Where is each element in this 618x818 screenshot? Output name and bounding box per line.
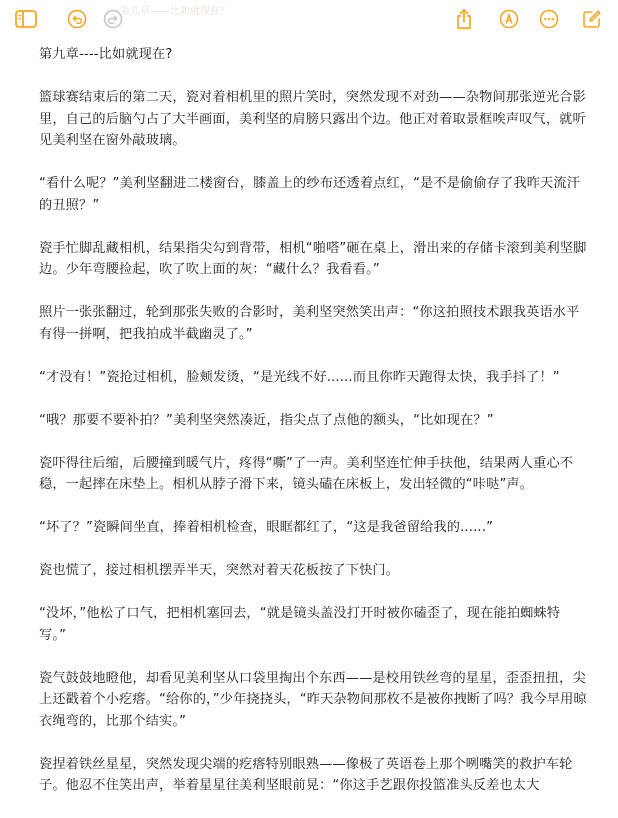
note-paragraph: 瓷气鼓鼓地瞪他，却看见美利坚从口袋里掏出个东西——是校用铁丝弯的星星，歪歪扭扭，尖上还戳着个小疙瘩。“给你的，”少年挠挠头，“昨天杂物间那枚不是被你拽断了吗？我今早用晾衣绳弯的，比那个结实。” (39, 670, 587, 729)
undo-button[interactable] (65, 7, 89, 31)
markup-icon (499, 9, 519, 29)
share-icon (455, 8, 473, 30)
note-paragraph: “坏了？”瓷瞬间坐直，捧着相机检查，眼眶都红了，“这是我爸留给我的......” (39, 520, 494, 535)
sidebar-icon (15, 10, 37, 28)
compose-icon (582, 9, 602, 29)
sidebar-button[interactable] (14, 7, 38, 31)
note-title: 第九章----比如就现在? (39, 47, 173, 62)
note-body[interactable] (39, 44, 587, 818)
redo-icon (103, 9, 123, 29)
previous-title-ghost: 第九章——比如就现在？ (120, 6, 230, 17)
note-toolbar (0, 0, 618, 38)
note-paragraph: “哦？那要不要补拍？”美利坚突然凑近，指尖点了点他的额头，“比如现在？” (39, 412, 494, 428)
note-paragraph: 照片一张张翻过，轮到那张失败的合影时，美利坚突然笑出声：“你这拍照技术跟我英语水平有得一拼啊，把我拍成半截幽灵了。” (39, 305, 580, 342)
note-paragraph: 瓷也慌了，接过相机摆弄半天，突然对着天花板按了下快门。 (39, 563, 400, 578)
compose-button[interactable] (580, 7, 604, 31)
note-paragraph: 瓷手忙脚乱藏相机，结果指尖勾到背带，相机“啪嗒”砸在桌上，滑出来的存储卡滚到美利坚脚边。少年弯腰捡起，吹了吹上面的灰：“藏什么？我看看。” (39, 240, 587, 277)
redo-button[interactable] (101, 7, 125, 31)
more-icon (539, 9, 559, 29)
note-paragraph: 瓷捏着铁丝星星，突然发现尖端的疙瘩特别眼熟——像极了英语卷上那个咧嘴笑的救护车轮子。他忍不住笑出声，举着星星往美利坚眼前晃：“你这手艺跟你投篮准头反差也太大 (39, 756, 573, 793)
share-button[interactable] (452, 7, 476, 31)
note-paragraph: “才没有！”瓷抢过相机，脸颊发烫，“是光线不好......而且你昨天跑得太快，我手抖了！” (39, 369, 560, 385)
note-paragraph: “看什么呢？”美利坚翻进二楼窗台，膝盖上的纱布还透着点红，“是不是偷偷存了我昨天流汗的丑照？” (39, 176, 581, 213)
more-button[interactable] (537, 7, 561, 31)
note-paragraph: 篮球赛结束后的第二天，瓷对着相机里的照片笑时，突然发现不对劲——杂物间那张逆光合影里，自己的后脑勺占了大半画面，美利坚的肩膀只露出个边。他正对着取景框唉声叹气，就听见美利坚在窗外敲玻璃。 (39, 90, 586, 148)
undo-icon (67, 9, 87, 29)
note-paragraph: “没坏，”他松了口气，把相机塞回去，“就是镜头盖没打开时被你磕歪了，现在能拍蜘蛛特写。” (39, 606, 561, 643)
markup-button[interactable] (497, 7, 521, 31)
note-paragraph: 瓷吓得往后缩，后腰撞到暖气片，疼得“嘶”了一声。美利坚连忙伸手扶他，结果两人重心不稳，一起摔在床垫上。相机从脖子滑下来，镜头磕在床板上，发出轻微的“咔哒”声。 (39, 455, 574, 492)
